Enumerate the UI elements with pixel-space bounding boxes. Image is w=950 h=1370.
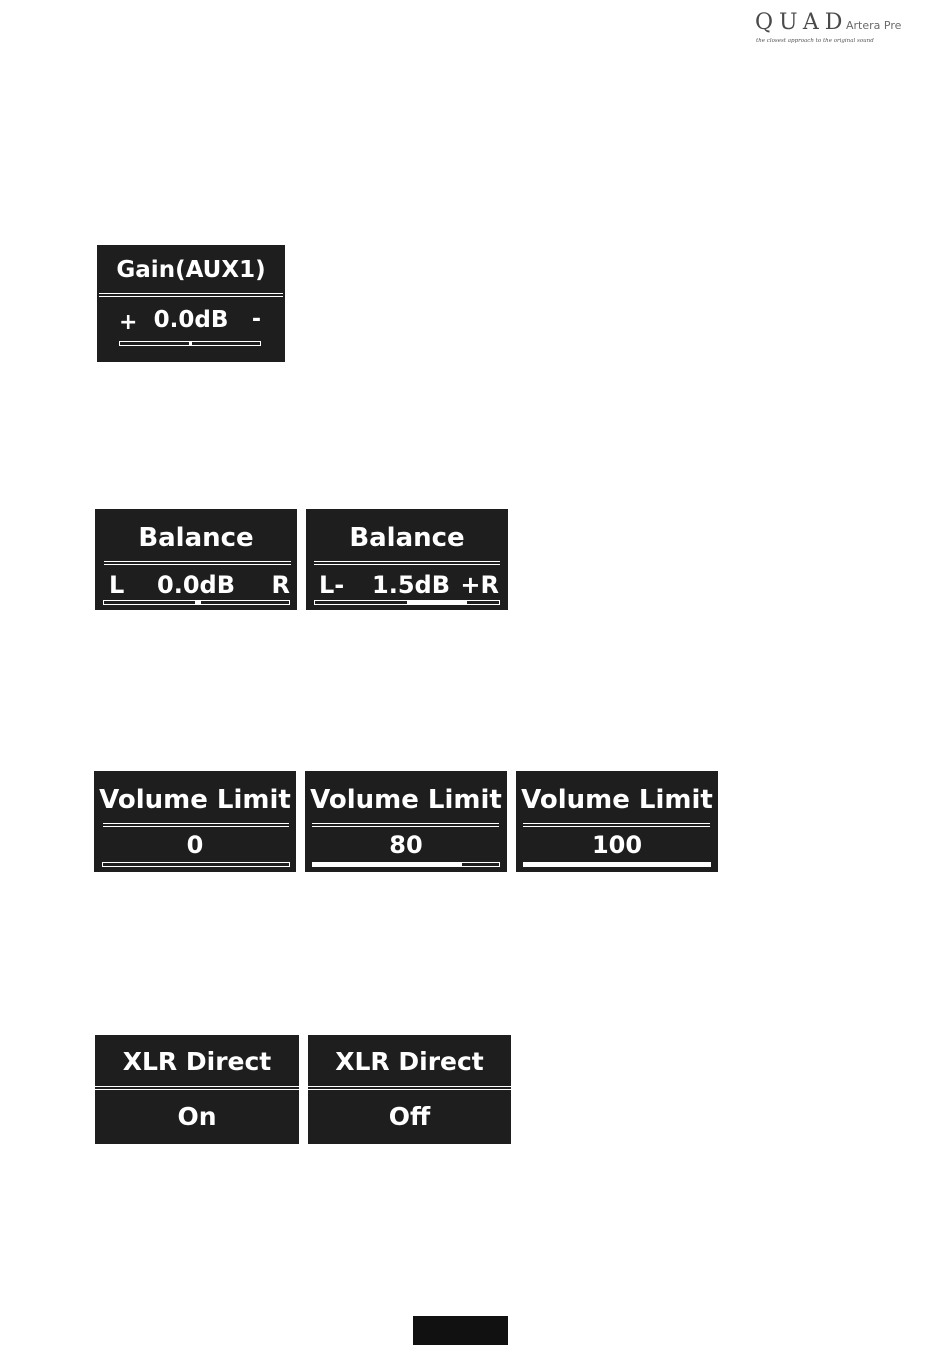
volume-limit-display-0 xyxy=(94,771,296,872)
volume-limit-display-100 xyxy=(516,771,718,872)
display-title: Volume Limit xyxy=(99,785,291,815)
display-title: Balance xyxy=(138,523,254,553)
title-separator xyxy=(103,823,289,827)
logo-tagline: the closest approach to the original sound xyxy=(756,38,874,44)
title-separator xyxy=(99,293,283,297)
volume-level-bar xyxy=(102,862,290,867)
balance-right-label: R xyxy=(271,571,290,599)
display-title: XLR Direct xyxy=(335,1047,484,1076)
volume-limit-display-80 xyxy=(305,771,507,872)
level-indicator xyxy=(195,600,201,605)
xlr-direct-display-on xyxy=(95,1035,299,1144)
level-fill xyxy=(524,863,710,866)
title-separator xyxy=(104,561,291,565)
level-indicator xyxy=(189,341,192,346)
balance-right-label: +R xyxy=(460,571,499,599)
balance-left-label: L- xyxy=(319,571,345,599)
balance-left-label: L xyxy=(109,571,125,599)
level-indicator xyxy=(407,600,467,605)
title-separator xyxy=(312,823,499,827)
gain-display xyxy=(97,245,285,362)
gain-plus-label: + xyxy=(119,310,138,335)
display-title: Balance xyxy=(349,523,465,553)
logo-model: Artera Pre xyxy=(846,19,902,32)
quad-logo xyxy=(752,8,902,48)
balance-display-center xyxy=(95,509,297,610)
xlr-direct-value: On xyxy=(177,1102,217,1131)
volume-level-bar xyxy=(312,862,500,867)
balance-display-right xyxy=(306,509,508,610)
volume-limit-value: 0 xyxy=(186,831,204,859)
title-separator xyxy=(523,823,710,827)
balance-value: 1.5dB xyxy=(372,571,450,599)
volume-limit-value: 80 xyxy=(389,831,423,859)
gain-value: 0.0dB xyxy=(153,307,229,333)
logo-brand: QUAD xyxy=(755,10,849,35)
display-title: Gain(AUX1) xyxy=(116,257,266,283)
title-separator xyxy=(308,1086,511,1090)
xlr-direct-value: Off xyxy=(388,1102,431,1131)
gain-minus-label: - xyxy=(251,307,261,332)
balance-level-bar xyxy=(103,600,290,605)
title-separator xyxy=(314,561,500,565)
volume-limit-value: 100 xyxy=(591,831,643,859)
display-title: Volume Limit xyxy=(310,785,502,815)
volume-level-bar xyxy=(523,862,711,867)
xlr-direct-display-off xyxy=(308,1035,511,1144)
gain-level-bar xyxy=(119,341,261,346)
title-separator xyxy=(95,1086,299,1090)
level-fill xyxy=(313,863,462,866)
balance-level-bar xyxy=(314,600,500,605)
balance-value: 0.0dB xyxy=(157,571,235,599)
page-number-block xyxy=(413,1316,508,1345)
display-title: XLR Direct xyxy=(122,1047,272,1076)
display-title: Volume Limit xyxy=(521,785,713,815)
